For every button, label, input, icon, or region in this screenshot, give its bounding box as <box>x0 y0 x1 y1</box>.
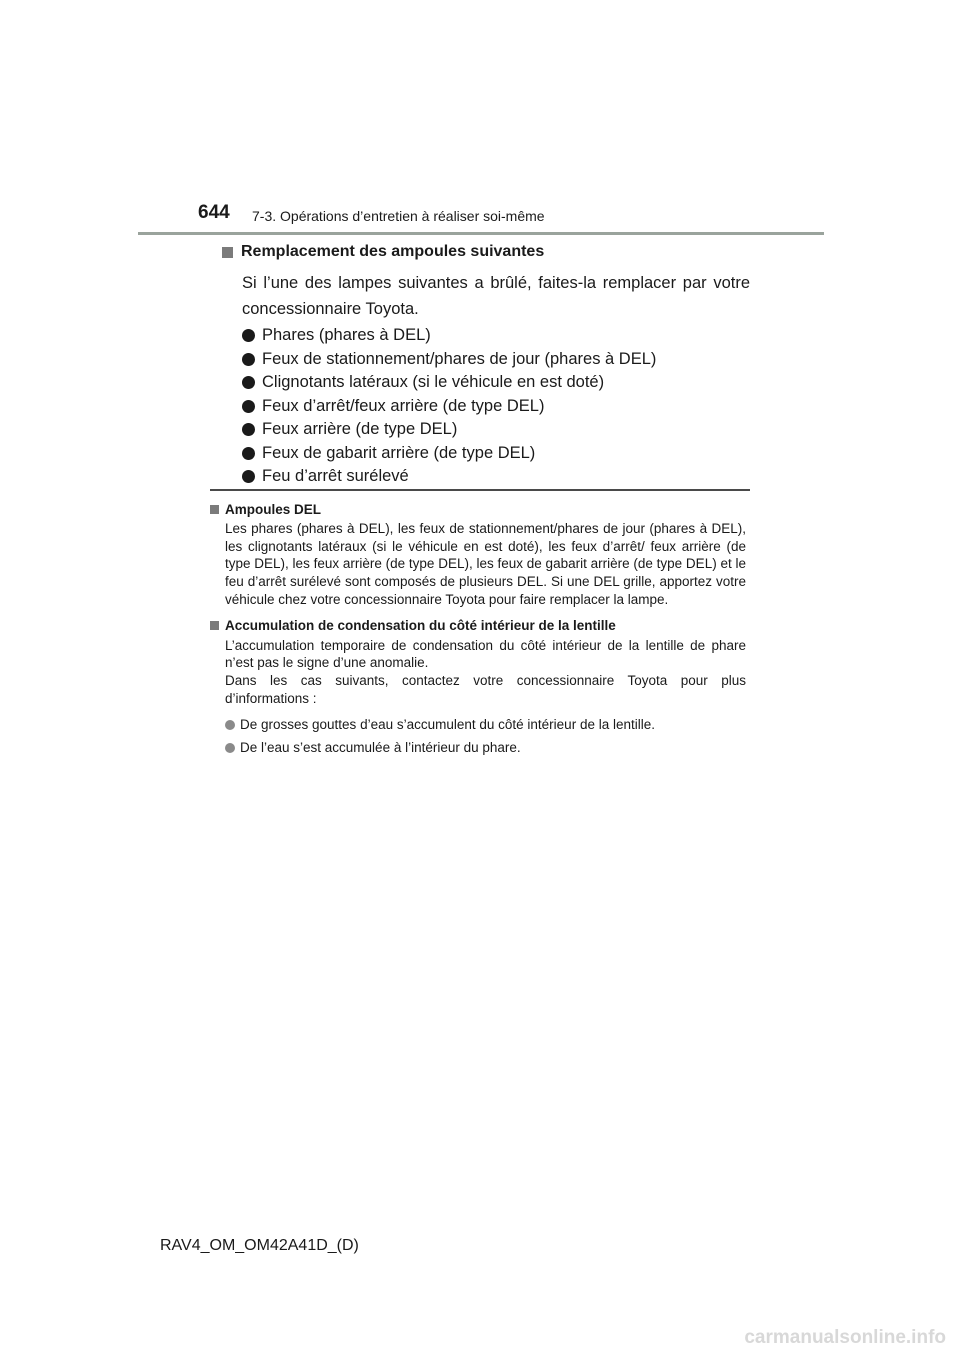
bullet-dot-icon <box>225 720 235 730</box>
list-item: Clignotants latéraux (si le véhicule en est doté) <box>242 371 750 395</box>
list-item: Feu d’arrêt surélevé <box>242 465 750 489</box>
bullet-dot-icon <box>242 329 255 342</box>
header-divider <box>138 232 824 235</box>
note-condensation <box>210 617 746 760</box>
bullet-dot-icon <box>242 400 255 413</box>
note-heading-text: Ampoules DEL <box>225 501 322 517</box>
section-heading-text: Remplacement des ampoules suivantes <box>241 243 545 260</box>
notes-divider <box>210 489 750 491</box>
bullet-dot-icon <box>225 743 235 753</box>
note-heading <box>210 500 746 518</box>
main-content <box>222 240 750 489</box>
footer-code: RAV4_OM_OM42A41D_(D) <box>160 1237 359 1254</box>
page-number: 644 <box>198 202 230 223</box>
square-bullet-icon <box>222 247 233 258</box>
notes-section <box>210 500 746 767</box>
lamp-list <box>242 324 750 489</box>
square-bullet-icon <box>210 505 219 514</box>
bullet-dot-icon <box>242 470 255 483</box>
list-item: Feux arrière (de type DEL) <box>242 418 750 442</box>
bullet-dot-icon <box>242 447 255 460</box>
list-item: Feux d’arrêt/feux arrière (de type DEL) <box>242 395 750 419</box>
note-paragraph: L’accumulation temporaire de condensation du côté intérieur de la lentille de phare n’est pas le signe d’une anomalie. <box>225 637 746 671</box>
bullet-dot-icon <box>242 376 255 389</box>
list-item: Feux de stationnement/phares de jour (phares à DEL) <box>242 348 750 372</box>
list-item: De l’eau s’est accumulée à l’intérieur du phare. <box>225 736 746 759</box>
list-item: Phares (phares à DEL) <box>242 324 750 348</box>
watermark: carmanualsonline.info <box>744 1327 946 1348</box>
note-paragraph: Les phares (phares à DEL), les feux de stationnement/phares de jour (phares à DEL), les clignotants latéraux (si le véhicule en est doté), les feux d’arrêt/ feux arrière (de type DEL), les feux arrière (de type DEL), les feux de gabarit arrière (de type DEL) et le feu d’arrêt surélevé sont composés de plusieurs DEL. Si une DEL grille, apportez votre véhicule chez votre concessionnaire Toyota pour faire remplacer la lampe. <box>225 521 746 607</box>
note-led <box>210 500 746 609</box>
square-bullet-icon <box>210 621 219 630</box>
bullet-dot-icon <box>242 353 255 366</box>
note-list <box>225 713 746 759</box>
note-body <box>225 637 746 708</box>
section-title: 7-3. Opérations d’entretien à réaliser soi-même <box>252 208 545 224</box>
note-body <box>225 520 746 609</box>
list-item: Feux de gabarit arrière (de type DEL) <box>242 442 750 466</box>
bullet-dot-icon <box>242 423 255 436</box>
note-heading-text: Accumulation de condensation du côté intérieur de la lentille <box>225 618 616 634</box>
list-item: De grosses gouttes d’eau s’accumulent du côté intérieur de la lentille. <box>225 713 746 736</box>
page-header <box>198 202 838 232</box>
note-heading <box>210 617 746 635</box>
note-paragraph: Dans les cas suivants, contactez votre concessionnaire Toyota pour plus d’informations : <box>225 672 746 706</box>
section-heading <box>222 240 750 264</box>
intro-paragraph: Si l’une des lampes suivantes a brûlé, faites-la remplacer par votre concessionnaire Toyota. <box>242 274 750 318</box>
